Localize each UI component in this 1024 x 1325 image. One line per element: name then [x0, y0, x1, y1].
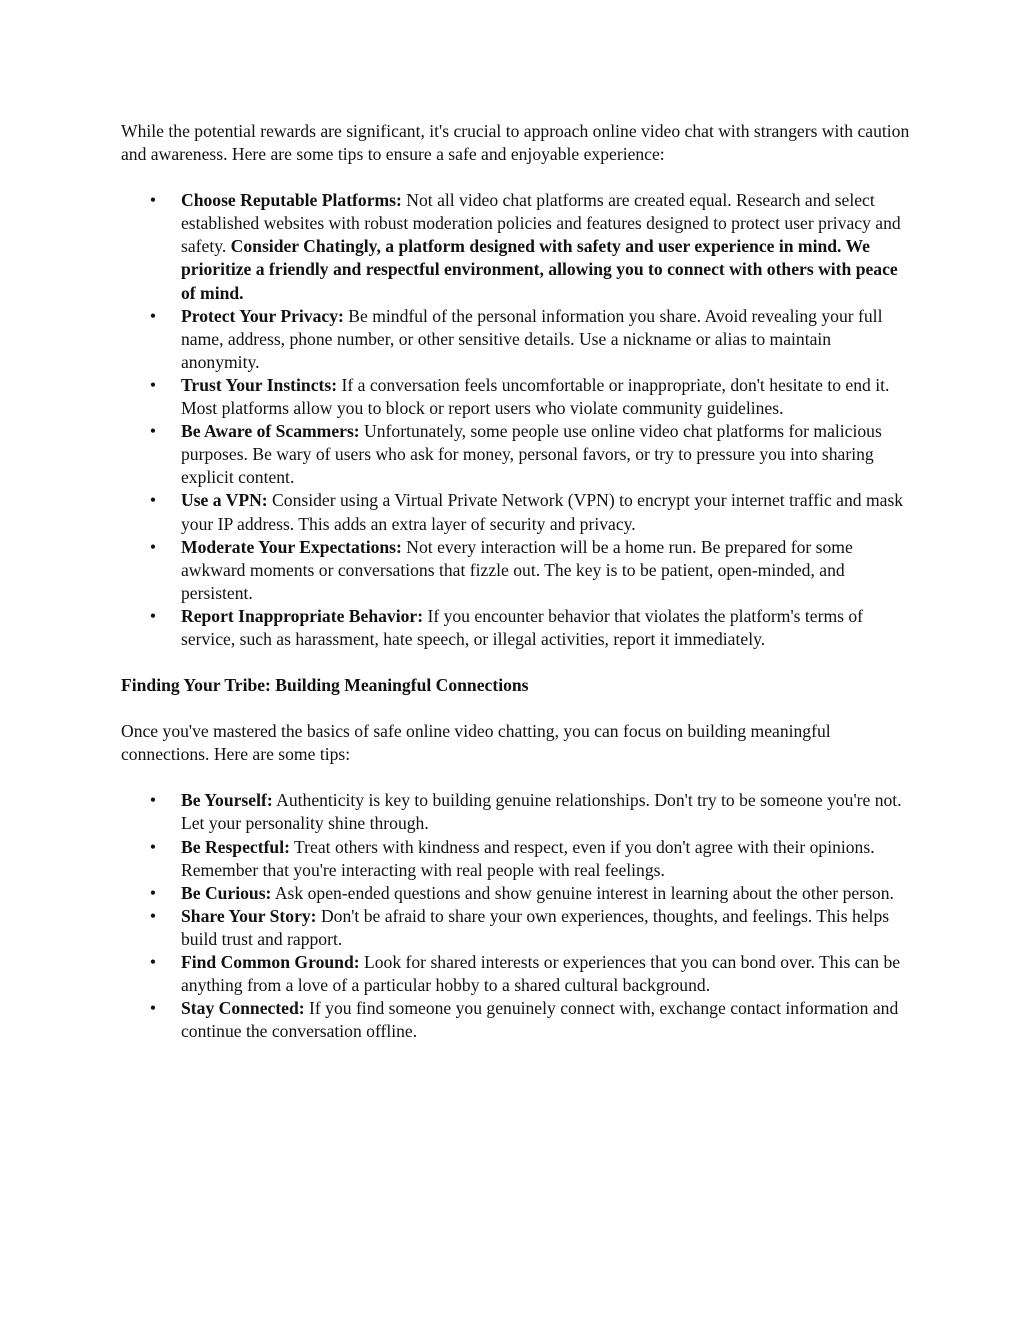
tip-title: Moderate Your Expectations: [181, 536, 402, 557]
tip-title: Trust Your Instincts: [181, 374, 338, 395]
tip-text: Look for shared interests or experiences that you can bond over. This can be anything from a love of a particular hobby to a shared cultural background. [181, 952, 901, 996]
tip-emphasis: Consider Chatingly, a platform designed with safety and user experience in mind. We prioritize a friendly and respectful environment, allowing you to connect with others with peace of mind. [181, 236, 898, 303]
section-intro-paragraph: Once you've mastered the basics of safe online video chatting, you can focus on building meaningful connections. Here are some tips: [121, 721, 831, 765]
tip-title: Be Curious: [181, 882, 272, 903]
tip-text: Authenticity is key to building genuine relationships. Don't try to be someone you're not. Let your personality shine through. [181, 790, 902, 834]
tip-text: Consider using a Virtual Private Network (VPN) to encrypt your internet traffic and mask your IP address. This adds an extra layer of security and privacy. [181, 490, 904, 534]
section-heading: Finding Your Tribe: Building Meaningful Connections [121, 675, 529, 696]
list-item [121, 489, 911, 535]
bullet-icon: • [149, 998, 157, 1019]
list-item [121, 189, 911, 304]
document-page [121, 120, 911, 1066]
tip-text: Treat others with kindness and respect, even if you don't agree with their opinions. Remember that you're interacting with real people with real feelings. [181, 836, 875, 880]
list-item [121, 836, 911, 882]
connection-tips-list [121, 789, 911, 1043]
tip-text: Not all video chat platforms are created equal. Research and select established websites with robust moderation policies and features designed to protect user privacy and safety. [181, 190, 901, 257]
list-item [121, 882, 911, 905]
bullet-icon: • [149, 490, 157, 511]
tip-text: Be mindful of the personal information you share. Avoid revealing your full name, address, phone number, or other sensitive details. Use a nickname or alias to maintain anonymity. [181, 305, 883, 372]
tip-title: Share Your Story: [181, 905, 317, 926]
tip-text: If you encounter behavior that violates the platform's terms of service, such as harassment, hate speech, or illegal activities, report it immediately. [181, 605, 864, 649]
tip-title: Be Respectful: [181, 836, 290, 857]
tip-text: Not every interaction will be a home run. Be prepared for some awkward moments or conversations that fizzle out. The key is to be patient, open-minded, and persistent. [181, 536, 853, 603]
list-item [121, 605, 911, 651]
list-item [121, 305, 911, 374]
tip-text: If a conversation feels uncomfortable or inappropriate, don't hesitate to end it. Most platforms allow you to block or report users who violate community guidelines. [181, 374, 890, 419]
list-item [121, 997, 911, 1043]
tip-title: Use a VPN: [181, 490, 268, 511]
bullet-icon: • [149, 190, 157, 211]
list-item [121, 536, 911, 605]
list-item [121, 374, 911, 420]
tip-text: If you find someone you genuinely connect with, exchange contact information and continue the conversation offline. [181, 998, 899, 1042]
tip-text: Ask open-ended questions and show genuine interest in learning about the other person. [271, 882, 894, 903]
list-item [121, 905, 911, 951]
bullet-icon: • [149, 305, 157, 326]
tip-title: Protect Your Privacy: [181, 305, 344, 326]
tip-title: Be Yourself: [181, 790, 273, 811]
tip-text: Don't be afraid to share your own experiences, thoughts, and feelings. This helps build trust and rapport. [181, 905, 890, 949]
bullet-icon: • [149, 952, 157, 972]
bullet-icon: • [149, 790, 157, 811]
tip-title: Choose Reputable Platforms: [181, 190, 402, 211]
bullet-icon: • [149, 836, 157, 857]
list-item [121, 420, 911, 489]
bullet-icon: • [149, 905, 157, 926]
tip-text: Unfortunately, some people use online video chat platforms for malicious purposes. Be wary of users who ask for money, personal favors, or try to pressure you into sharing explicit content. [181, 421, 882, 488]
bullet-icon: • [149, 421, 157, 442]
tip-title: Stay Connected: [181, 998, 305, 1019]
bullet-icon: • [149, 374, 157, 395]
tip-title: Find Common Ground: [181, 952, 360, 972]
safety-tips-list [121, 189, 911, 651]
bullet-icon: • [149, 882, 157, 903]
tip-title: Be Aware of Scammers: [181, 421, 360, 442]
bullet-icon: • [149, 536, 157, 557]
list-item [121, 789, 911, 835]
intro-paragraph: While the potential rewards are significant, it's crucial to approach online video chat with strangers with caution and awareness. Here are some tips to ensure a safe and enjoyable experience: [121, 121, 910, 165]
list-item [121, 951, 911, 997]
tip-title: Report Inappropriate Behavior: [181, 605, 424, 626]
bullet-icon: • [149, 605, 157, 626]
